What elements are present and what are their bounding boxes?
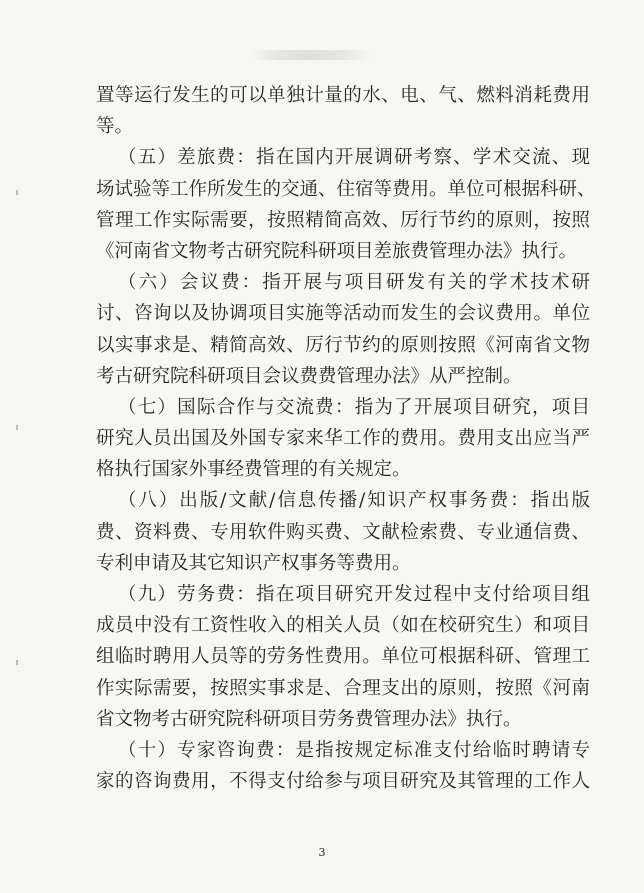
text-line: 家的咨询费用，不得支付给参与项目研究及其管理的工作人 bbox=[96, 771, 590, 793]
text-line: 讨、咨询以及协调项目实施等活动而发生的会议费用。单位 bbox=[96, 303, 590, 325]
text-line: 组临时聘用人员等的劳务性费用。单位可根据科研、管理工 bbox=[96, 646, 590, 668]
text-line: 《河南省文物考古研究院科研项目差旅费管理办法》执行。 bbox=[96, 240, 578, 262]
text-line: 成员中没有工资性收入的相关人员（如在校研究生）和项目 bbox=[96, 615, 590, 637]
text-line: 管理工作实际需要，按照精简高效、厉行节约的原则，按照 bbox=[96, 209, 590, 231]
text-line: （五）差旅费：指在国内开展调研考察、学术交流、现 bbox=[118, 147, 590, 169]
text-line: 以实事求是、精简高效、厉行节约的原则按照《河南省文物 bbox=[96, 334, 590, 356]
text-line: （十）专家咨询费：是指按规定标准支付给临时聘请专 bbox=[118, 739, 590, 761]
text-line: （六）会议费：指开展与项目研发有关的学术技术研 bbox=[118, 272, 590, 294]
page-number: 3 bbox=[318, 846, 326, 859]
punch-mark bbox=[16, 425, 18, 430]
text-line: 作实际需要，按照实事求是、合理支出的原则，按照《河南 bbox=[96, 677, 590, 699]
text-line: 省文物考古研究院科研项目劳务费管理办法》执行。 bbox=[96, 708, 522, 730]
text-line: 费、资料费、专用软件购买费、文献检索费、专业通信费、 bbox=[96, 521, 590, 543]
scan-artifact bbox=[250, 50, 370, 60]
text-line: 格执行国家外事经费管理的有关规定。 bbox=[96, 459, 411, 481]
text-line: 等。 bbox=[96, 116, 134, 138]
punch-mark bbox=[16, 190, 18, 195]
text-line: 置等运行发生的可以单独计量的水、电、气、燃料消耗费用 bbox=[96, 85, 590, 106]
text-line: 场试验等工作所发生的交通、住宿等费用。单位可根据科研、 bbox=[96, 178, 596, 200]
text-line: 研究人员出国及外国专家来华工作的费用。费用支出应当严 bbox=[96, 428, 590, 450]
punch-mark bbox=[16, 660, 18, 665]
text-line: （八）出版/文献/信息传播/知识产权事务费：指出版 bbox=[118, 490, 590, 512]
text-line: 专利申请及其它知识产权事务等费用。 bbox=[96, 552, 411, 574]
text-line: （九）劳务费：指在项目研究开发过程中支付给项目组 bbox=[118, 584, 590, 605]
document-body bbox=[96, 80, 596, 797]
text-line: （七）国际合作与交流费：指为了开展项目研究，项目 bbox=[118, 396, 590, 418]
text-line: 考古研究院科研项目会议费费管理办法》从严控制。 bbox=[96, 365, 522, 387]
